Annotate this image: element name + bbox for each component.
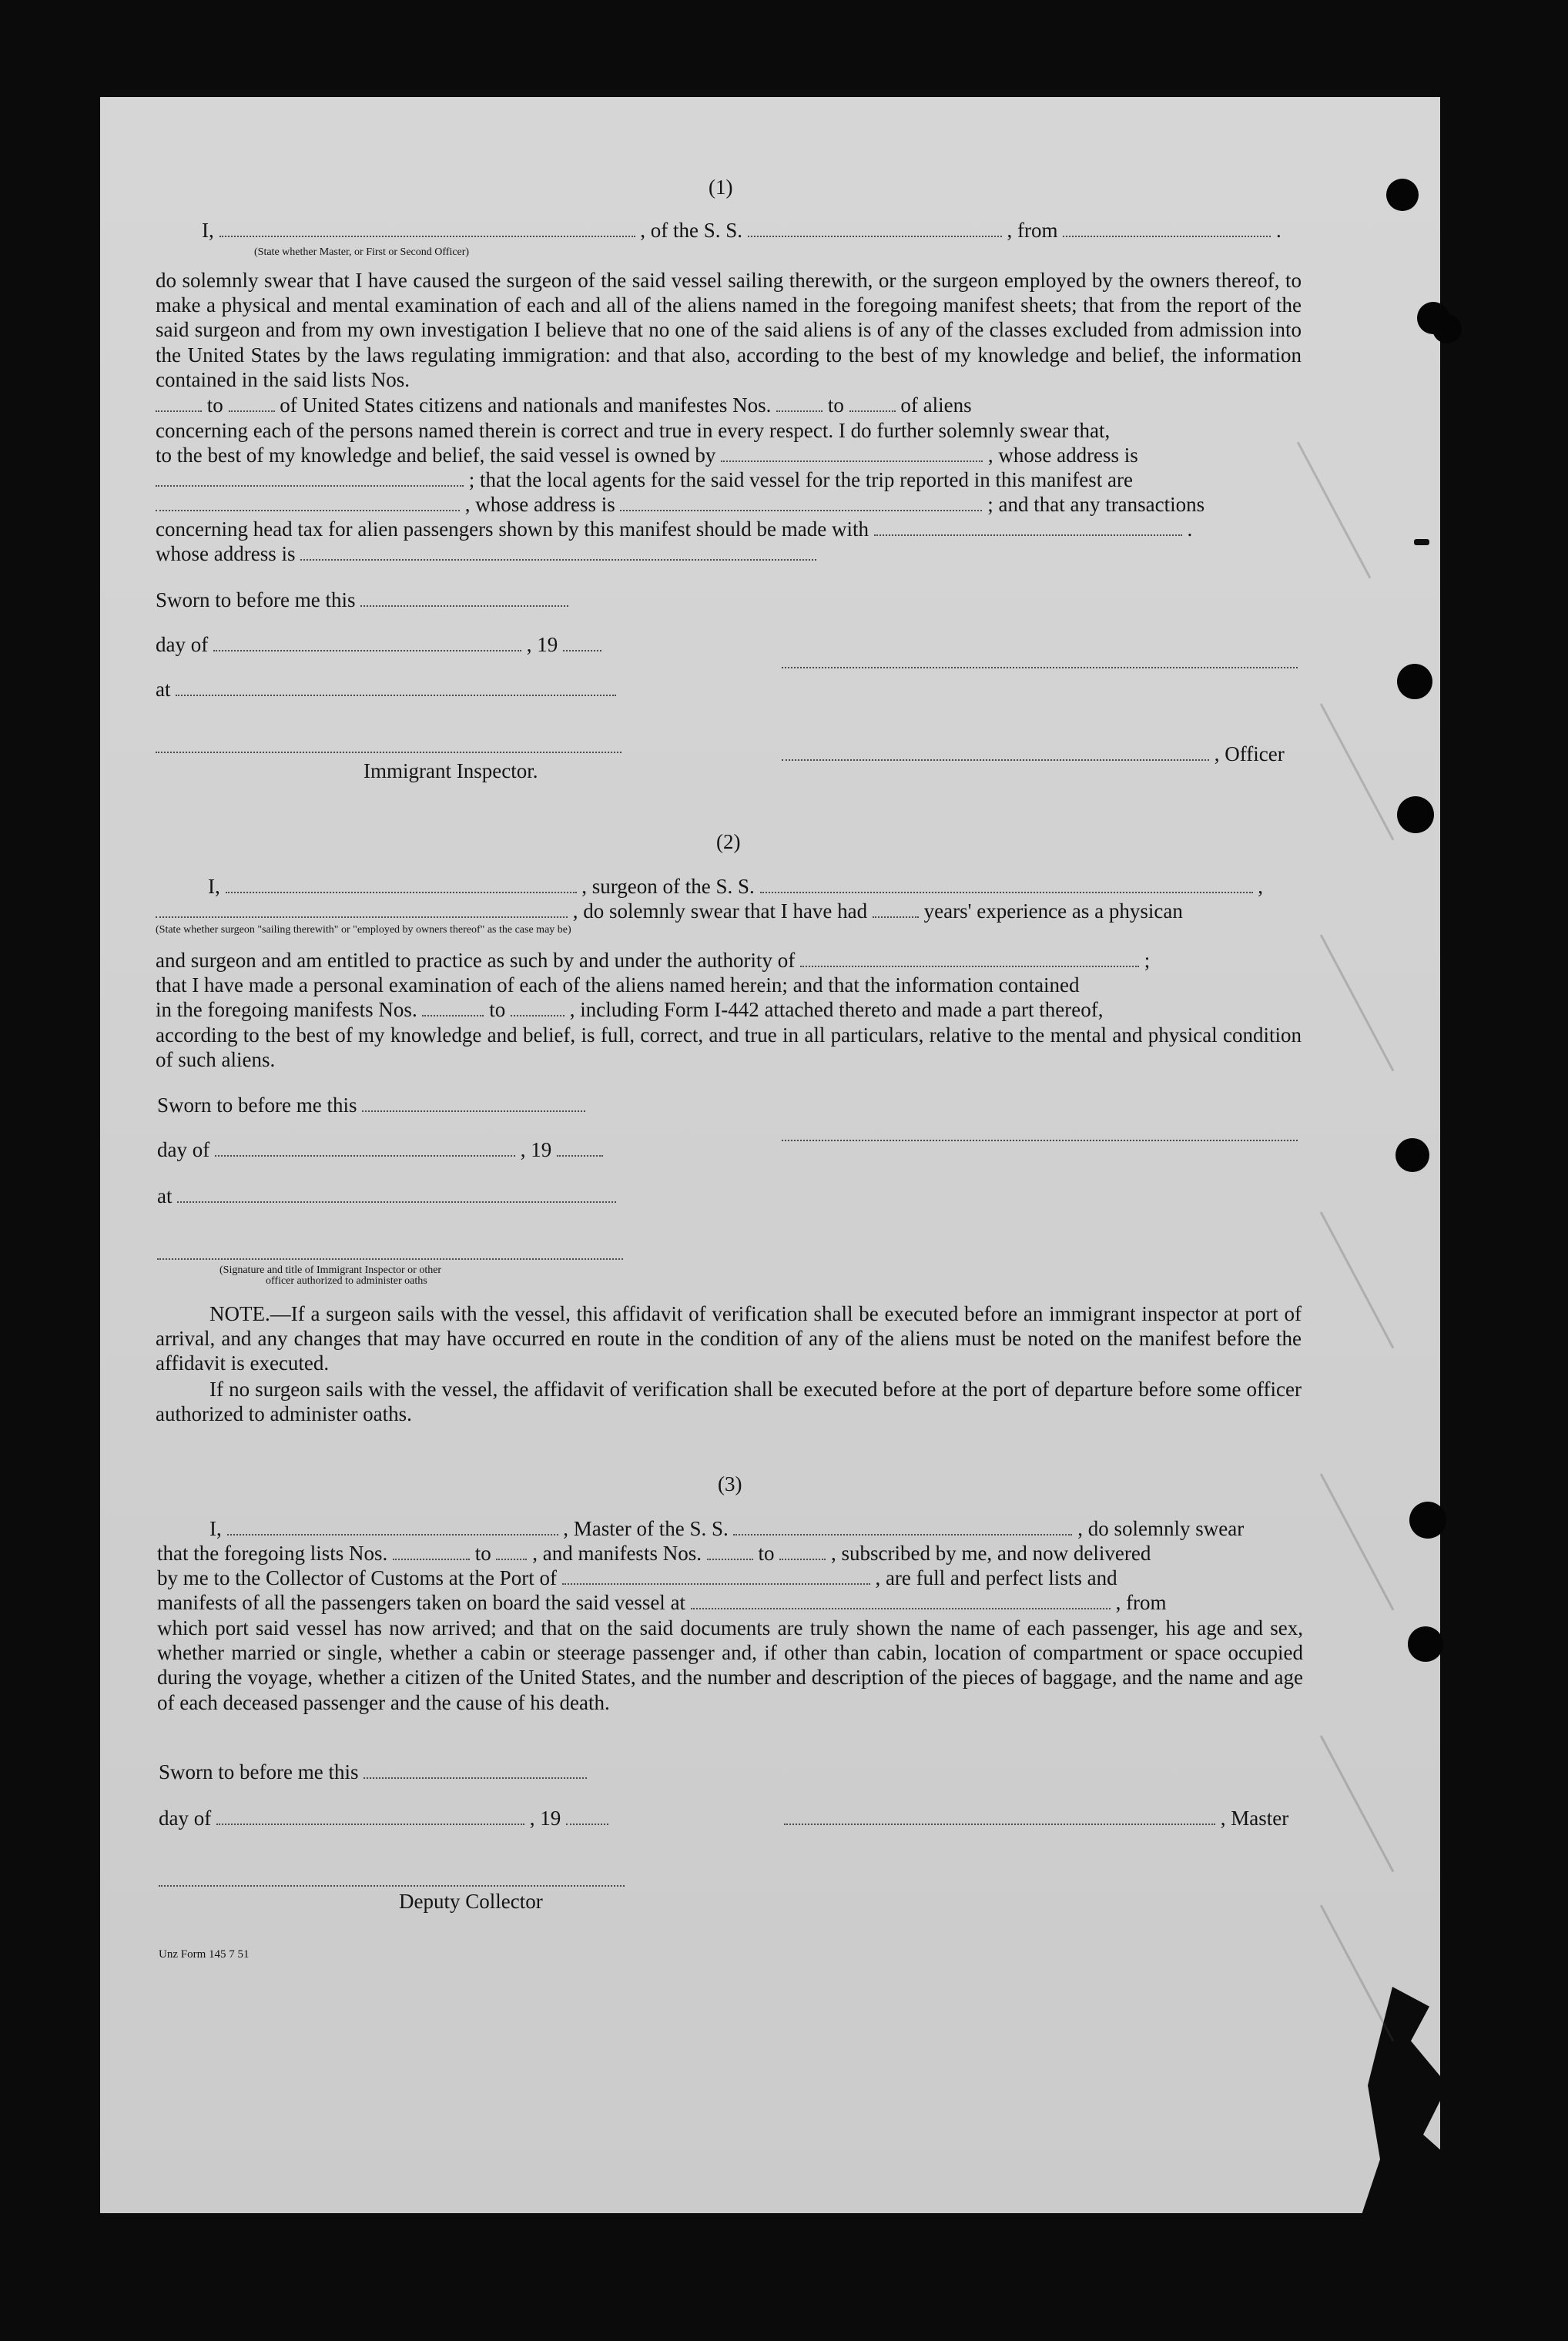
label-head-tax: concerning head tax for alien passengers shown by this manifest should be made with	[156, 517, 869, 541]
label-at: at	[157, 1184, 173, 1207]
master-signature-field[interactable]	[784, 1807, 1215, 1825]
signature-line[interactable]	[782, 667, 1298, 668]
binder-hole	[1397, 664, 1432, 699]
local-agents-line	[156, 468, 1133, 492]
owner-field[interactable]	[721, 444, 983, 462]
binder-hole	[1408, 1626, 1443, 1662]
sworn-field[interactable]	[362, 1093, 585, 1112]
label-period: .	[1276, 219, 1282, 242]
label-authority: and surgeon and am entitled to practice as such by and under the authority of	[156, 949, 796, 972]
label-to-2: to	[827, 394, 844, 417]
label-officer: , Officer	[1214, 742, 1285, 765]
label-to: to	[474, 1542, 491, 1565]
label-sworn: Sworn to before me this	[159, 1760, 359, 1783]
section-2-paragraph: according to the best of my knowledge and belief, is full, correct, and true in all particulars, relative to the mental and physical condition of such aliens.	[156, 1023, 1302, 1072]
surgeon-signature-line[interactable]	[782, 1140, 1298, 1141]
head-tax-field[interactable]	[874, 517, 1182, 536]
manifest-from-field[interactable]	[422, 998, 484, 1016]
day-field[interactable]	[215, 1138, 515, 1157]
at-line-2	[157, 1184, 616, 1208]
label-subscribed: , subscribed by me, and now delivered	[830, 1542, 1151, 1565]
surgeon-type-field[interactable]	[156, 899, 568, 918]
years-field[interactable]	[873, 899, 919, 918]
label-surgeon-of: , surgeon of the S. S.	[581, 875, 755, 898]
label-foregoing: in the foregoing manifests Nos.	[156, 998, 417, 1021]
manifest-to-field[interactable]	[849, 394, 896, 412]
label-collector: by me to the Collector of Customs at the Port of	[157, 1566, 557, 1589]
label-master: , Master	[1220, 1807, 1289, 1830]
day-line-1	[156, 633, 601, 657]
label-whose-address-2: , whose address is	[464, 493, 615, 516]
label-semicolon: ;	[1144, 949, 1151, 972]
label-day-of: day of	[156, 633, 209, 656]
label-i: I,	[208, 875, 220, 898]
agents-address-field[interactable]	[620, 493, 982, 511]
note-2: If no surgeon sails with the vessel, the affidavit of verification shall be executed before at the port of departure before some officer authorized to administer oaths.	[156, 1378, 1302, 1426]
year-field[interactable]	[563, 633, 601, 651]
label-of-ss: , of the S. S.	[640, 219, 743, 242]
sworn-line-2	[157, 1093, 585, 1117]
authority-line	[156, 949, 1150, 973]
immigrant-inspector-label: Immigrant Inspector.	[364, 759, 538, 782]
authority-field[interactable]	[800, 949, 1139, 967]
year-field[interactable]	[566, 1807, 608, 1825]
manifest-from-field[interactable]	[707, 1542, 753, 1560]
manifest-to-field[interactable]	[779, 1542, 826, 1560]
head-tax-line	[156, 517, 1192, 541]
label-citizens: of United States citizens and nationals and manifestes Nos.	[280, 394, 772, 417]
section-3-heading: (3)	[718, 1472, 742, 1495]
sworn-line-3	[159, 1760, 587, 1784]
label-local-agents: ; that the local agents for the said vessel for the trip reported in this manifest are	[468, 468, 1133, 491]
owner-address-field[interactable]	[156, 468, 464, 487]
agents-field[interactable]	[156, 493, 460, 511]
label-day-of: day of	[157, 1138, 210, 1161]
label-day-of: day of	[159, 1807, 212, 1830]
label-whose-address-3: whose address is	[156, 542, 296, 565]
day-line-3	[159, 1807, 608, 1830]
section-3-paragraph: which port said vessel has now arrived; and that on the said documents are truly shown the name of each passenger, his age and sex, whether married or single, whether a cabin or steerage passenger and, if other than cabin, location of compartment or space occupied during the voyage, whether a citizen of the United States, and the number and description of the pieces of baggage, and the name and age of each deceased passenger and the cause of his death.	[157, 1616, 1303, 1714]
from-field[interactable]	[1063, 219, 1271, 237]
list-from-field[interactable]	[393, 1542, 470, 1560]
label-i: I,	[209, 1517, 222, 1540]
master-signature-line	[784, 1807, 1288, 1830]
binder-hole	[1386, 179, 1419, 211]
sworn-field[interactable]	[360, 588, 568, 607]
signature-note-2: officer authorized to administer oaths	[266, 1275, 427, 1287]
label-transactions: ; and that any transactions	[987, 493, 1205, 516]
label-from: , from	[1115, 1591, 1167, 1614]
sworn-field[interactable]	[364, 1760, 587, 1779]
label-to-2: to	[758, 1542, 775, 1565]
manifest-from-field[interactable]	[776, 394, 823, 412]
section-2-heading: (2)	[716, 830, 741, 853]
label-sworn: Sworn to before me this	[157, 1093, 357, 1117]
deputy-signature-line[interactable]	[159, 1885, 625, 1887]
master-vessel-field[interactable]	[733, 1517, 1072, 1536]
day-field[interactable]	[213, 633, 521, 651]
sworn-line-1	[156, 588, 568, 612]
manifests-all-line	[157, 1591, 1167, 1615]
binder-hole	[1409, 1502, 1446, 1539]
port-field[interactable]	[562, 1566, 870, 1585]
master-line	[209, 1517, 1244, 1541]
section-1-first-line	[202, 219, 1282, 243]
label-swear: , do solemnly swear that I have had	[572, 899, 868, 923]
label-owned-by: to the best of my knowledge and belief, the said vessel is owned by	[156, 444, 716, 467]
name-field[interactable]	[219, 219, 635, 237]
section-1-paragraph: do solemnly swear that I have caused the surgeon of the said vessel sailing therewith, or the surgeon employed by the owners thereof, to make a physical and mental examination of each and all of the aliens named in the foregoing manifest sheets; that from the report of the said surgeon and from my own investigation I believe that no one of the said aliens is of any of the classes excluded from admission into the United States by the laws regulating immigration: and that also, according to the best of my knowledge and belief, the information contained in the said lists Nos.	[156, 269, 1302, 391]
year-field[interactable]	[557, 1138, 603, 1157]
officer-note: (State whether Master, or First or Second Officer)	[254, 246, 470, 258]
binder-hole	[1395, 1138, 1429, 1172]
examination-line: that I have made a personal examination of each of the aliens named herein; and that the information contained	[156, 973, 1080, 996]
list-from-field[interactable]	[156, 394, 202, 412]
label-manifests: , and manifests Nos.	[532, 1542, 702, 1565]
label-aliens: of aliens	[900, 394, 972, 417]
label-foregoing: that the foregoing lists Nos.	[157, 1542, 388, 1565]
label-to: to	[206, 394, 223, 417]
officer-line	[782, 742, 1285, 766]
binder-hole	[1397, 796, 1434, 833]
label-sworn: Sworn to before me this	[156, 588, 356, 611]
agents-address-line	[156, 493, 1204, 517]
head-tax-address-field[interactable]	[300, 542, 816, 561]
ink-dash	[1414, 539, 1429, 545]
list-to-field[interactable]	[496, 1542, 527, 1560]
label-head-tax-end: .	[1187, 517, 1193, 541]
officer-signature-field[interactable]	[782, 742, 1209, 761]
form-number: Unz Form 145 7 51	[159, 1948, 250, 1961]
label-swear: , do solemnly swear	[1077, 1517, 1245, 1540]
label-master-of: , Master of the S. S.	[563, 1517, 729, 1540]
note-1: NOTE.—If a surgeon sails with the vessel, this affidavit of verification shall be executed before an immigrant inspector at port of arrival, and any changes that may have occurred en route in the condition of any of the aliens must be noted on the manifest before the affidavit is executed.	[156, 1302, 1302, 1375]
oath-officer-signature-line[interactable]	[157, 1258, 623, 1260]
collector-line	[157, 1566, 1117, 1590]
owned-by-line	[156, 444, 1138, 467]
day-field[interactable]	[216, 1807, 524, 1825]
day-line-2	[157, 1138, 603, 1162]
label-full: , are full and perfect lists and	[875, 1566, 1117, 1589]
vessel-field[interactable]	[748, 219, 1002, 237]
lists-line-3	[157, 1542, 1151, 1566]
concerning-line: concerning each of the persons named therein is correct and true in every respect. I do further solemnly swear that,	[156, 419, 1111, 442]
surgeon-vessel-field[interactable]	[760, 875, 1253, 893]
label-to: to	[489, 998, 506, 1021]
surgeon-note: (State whether surgeon "sailing therewith" or "employed by owners thereof" as the case may be)	[156, 924, 571, 936]
inspector-signature-line[interactable]	[156, 752, 622, 753]
label-year: , 19	[526, 633, 558, 656]
label-year: , 19	[520, 1138, 552, 1161]
surgeon-name-field[interactable]	[226, 875, 577, 893]
whose-address-line	[156, 542, 816, 566]
label-years: years' experience as a physican	[923, 899, 1183, 923]
master-name-field[interactable]	[227, 1517, 558, 1536]
label-manifests-all: manifests of all the passengers taken on board the said vessel at	[157, 1591, 686, 1614]
manifest-to-field[interactable]	[511, 998, 565, 1016]
embark-port-field[interactable]	[691, 1591, 1111, 1609]
swear-line	[156, 899, 1183, 923]
section-1-heading: (1)	[709, 176, 733, 199]
binder-hole	[1432, 314, 1462, 343]
surgeon-line	[208, 875, 1263, 899]
at-line-1	[156, 678, 616, 702]
list-to-field[interactable]	[229, 394, 275, 412]
foregoing-line	[156, 998, 1103, 1022]
label-whose-address: , whose address is	[987, 444, 1138, 467]
label-from: , from	[1007, 219, 1058, 242]
label-year: , 19	[529, 1807, 561, 1830]
label-i: I,	[202, 219, 214, 242]
label-at: at	[156, 678, 171, 701]
deputy-collector-label: Deputy Collector	[399, 1890, 543, 1913]
at-field[interactable]	[177, 1184, 616, 1203]
at-field[interactable]	[176, 678, 616, 696]
lists-line	[156, 394, 972, 417]
label-comma: ,	[1258, 875, 1264, 898]
signature-note-1: (Signature and title of Immigrant Inspector or other	[219, 1264, 442, 1276]
label-including: , including Form I-442 attached thereto and made a part thereof,	[569, 998, 1104, 1021]
